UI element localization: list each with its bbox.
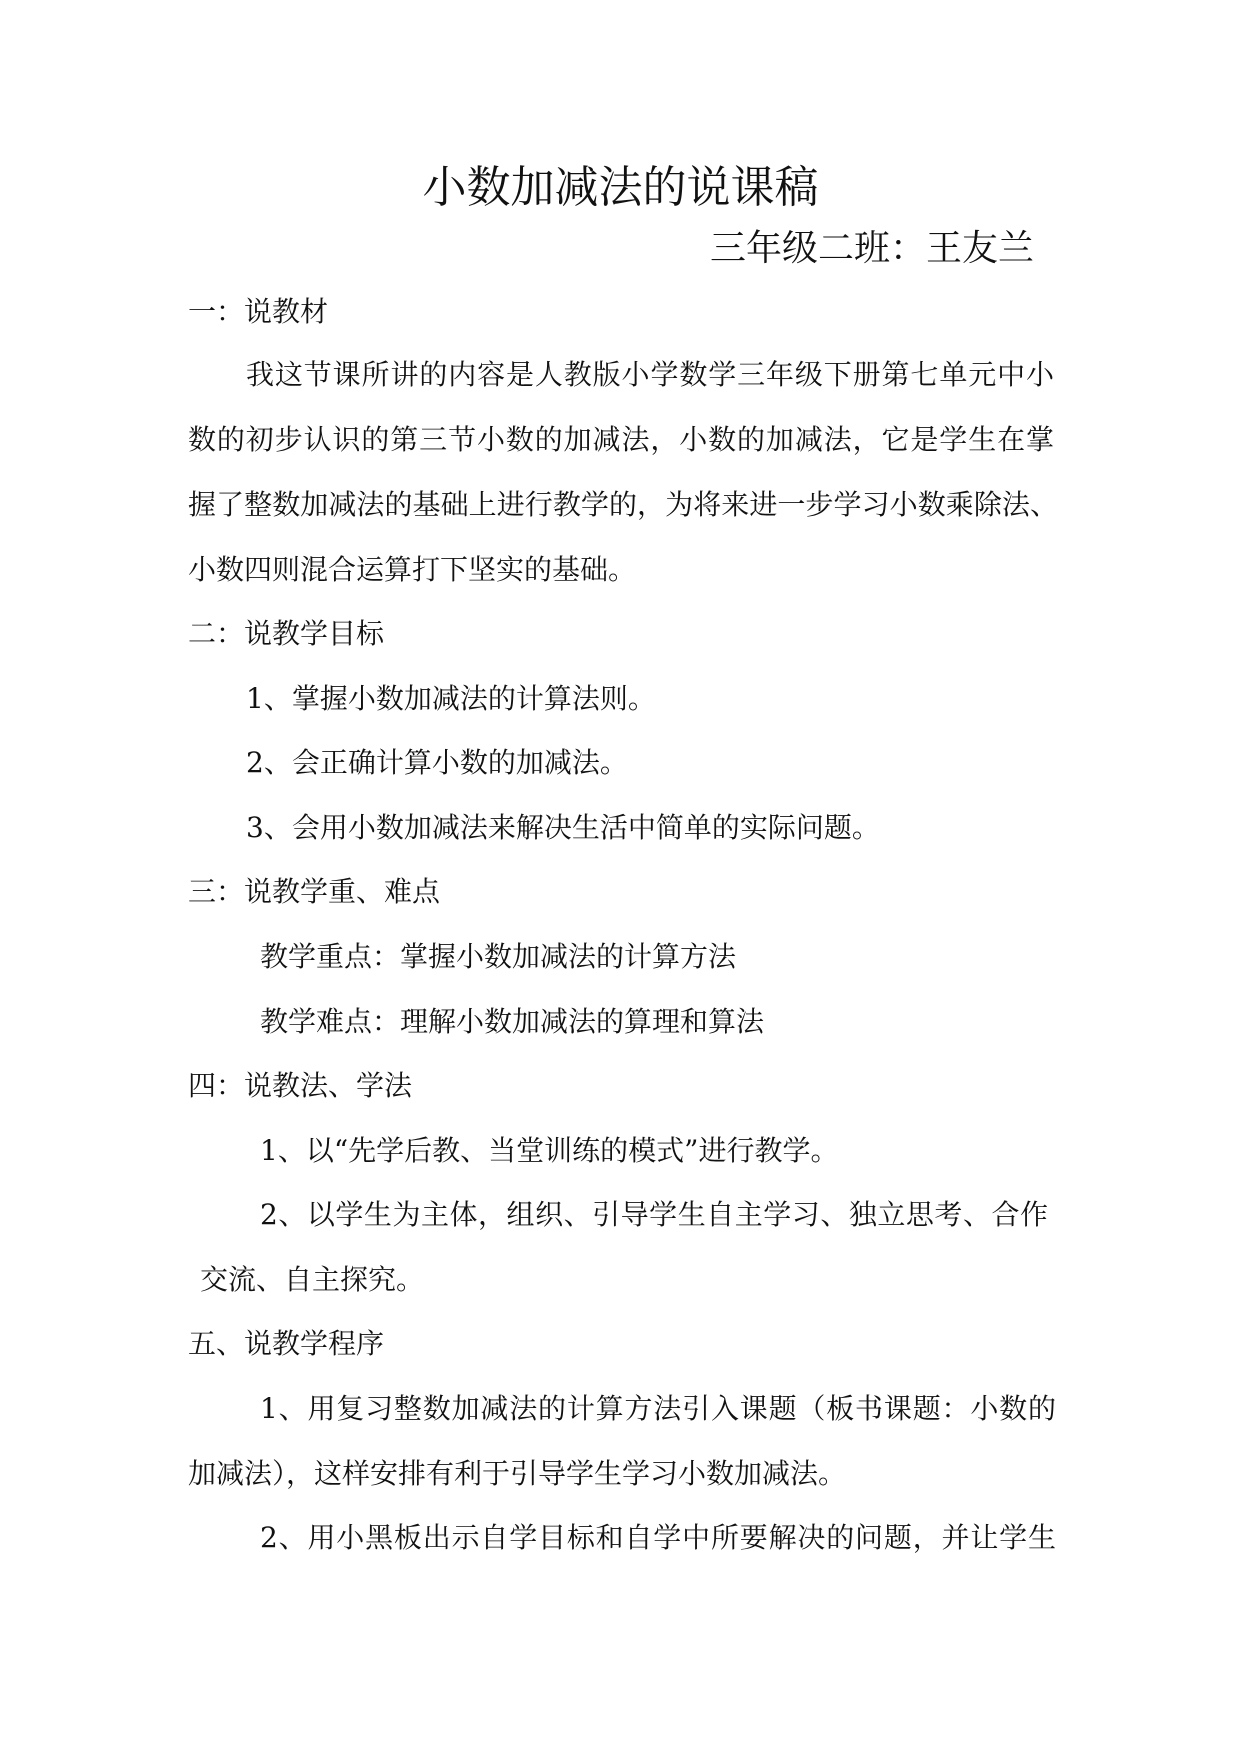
list-item: 2、会正确计算小数的加减法。 (246, 746, 628, 779)
section-heading-5: 五、说教学程序 (188, 1327, 385, 1360)
paragraph-line: 我这节课所讲的内容是人教版小学数学三年级下册第七单元中小 (246, 358, 1054, 391)
list-item: 1、掌握小数加减法的计算法则。 (246, 682, 656, 715)
paragraph-line: 数的初步认识的第三节小数的加减法，小数的加减法，它是学生在掌 (188, 423, 1054, 456)
paragraph-line: 加减法），这样安排有利于引导学生学习小数加减法。 (188, 1457, 847, 1490)
section-heading-1: 一：说教材 (188, 295, 329, 328)
document-author: 三年级二班：王友兰 (710, 228, 1035, 269)
list-item: 1、以“先学后教、当堂训练的模式”进行教学。 (260, 1134, 839, 1167)
section-heading-3: 三：说教学重、难点 (188, 875, 441, 908)
document-title: 小数加减法的说课稿 (422, 162, 819, 213)
paragraph-line: 交流、自主探究。 (200, 1263, 425, 1296)
list-item: 2、以学生为主体，组织、引导学生自主学习、独立思考、合作 (260, 1198, 1048, 1231)
section-heading-2: 二：说教学目标 (188, 617, 385, 650)
list-item: 1、用复习整数加减法的计算方法引入课题（板书课题：小数的 (260, 1392, 1056, 1425)
paragraph-line: 教学重点：掌握小数加减法的计算方法 (260, 940, 737, 973)
paragraph-line: 小数四则混合运算打下坚实的基础。 (188, 553, 637, 586)
list-item: 2、用小黑板出示自学目标和自学中所要解决的问题，并让学生 (260, 1521, 1056, 1554)
section-heading-4: 四：说教法、学法 (188, 1069, 413, 1102)
paragraph-line: 教学难点：理解小数加减法的算理和算法 (260, 1005, 765, 1038)
paragraph-line: 握了整数加减法的基础上进行教学的，为将来进一步学习小数乘除法、 (188, 488, 1058, 521)
list-item: 3、会用小数加减法来解决生活中简单的实际问题。 (246, 811, 880, 844)
